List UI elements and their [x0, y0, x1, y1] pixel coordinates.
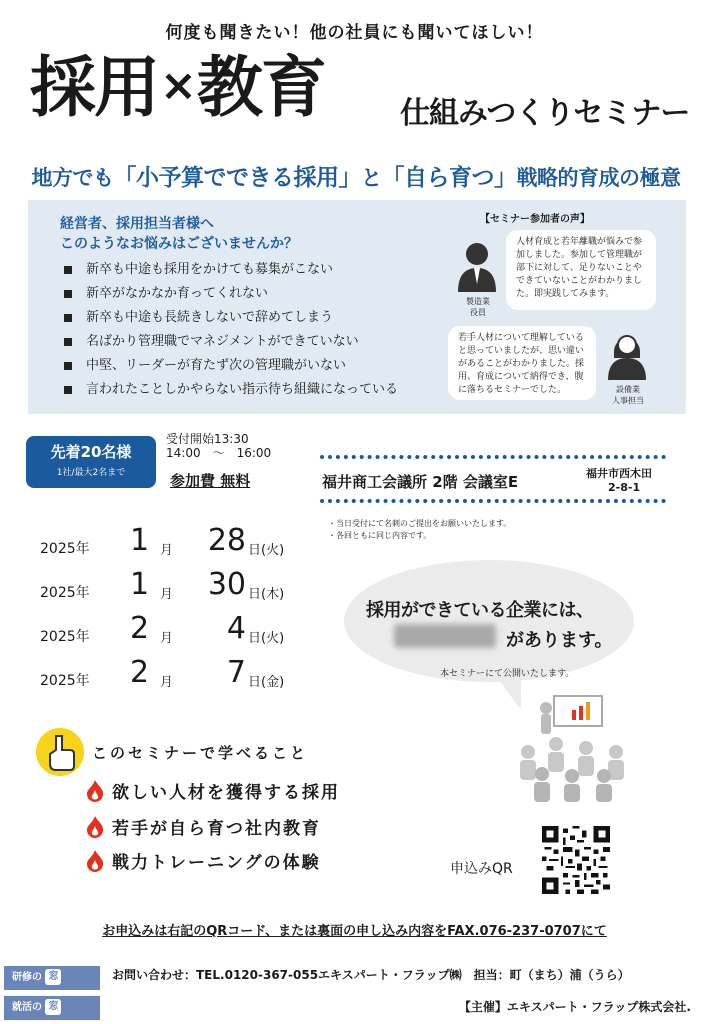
date-month-label: 月: [160, 587, 174, 602]
title-main: [30, 46, 325, 128]
worry-heading-line2: このようなお悩みはございませんか？: [60, 236, 298, 252]
apply-instructions: お申込みは右記のQRコード、または裏面の申し込み内容をFAX.076-237-0707にて: [102, 924, 607, 939]
date-day-label: 日(金): [248, 675, 285, 690]
list-item: [64, 282, 398, 306]
list-item: [86, 814, 321, 839]
date-day: 28: [207, 523, 246, 558]
flame-icon: [86, 850, 104, 872]
contact-info: お問い合わせ：TEL.0120-367-055エキスパート・フラップ㈱ 担当：町（まち）浦（うら）: [112, 968, 630, 982]
voice2-role-industry: 設備業: [616, 385, 640, 394]
bullet-square-icon: [64, 266, 72, 274]
title-word-recruit: 採用: [30, 49, 158, 126]
date-day-label: 日(火): [248, 631, 285, 646]
reception-start: 受付開始13:30: [166, 432, 249, 446]
list-item: [64, 306, 398, 330]
worry-text: 新卒がなかなか育ってくれない: [86, 286, 269, 301]
voices-label: 【セミナー参加者の声】: [480, 214, 590, 225]
venue-name: 福井商工会議所 2階 会議室E: [322, 473, 519, 491]
logo-training-window: [4, 966, 100, 990]
logo2-mark: 窓: [45, 999, 61, 1015]
learn-text: 戦力トレーニングの体験: [112, 853, 321, 873]
notes: [328, 518, 511, 542]
flame-icon: [86, 816, 104, 838]
tagline: 何度も聞きたい！他の社員にも聞いてほしい！: [165, 23, 544, 43]
list-item: [64, 378, 398, 402]
female-person-icon: [604, 328, 650, 380]
voice2-role: [598, 384, 658, 406]
bullet-square-icon: [64, 386, 72, 394]
worry-text: 名ばかり管理職でマネジメントができていない: [86, 334, 359, 349]
speech-bubble: [344, 560, 634, 682]
capacity-sub: 1社/最大2名まで: [56, 468, 126, 478]
date-day-label: 日(木): [248, 587, 285, 602]
seminar-presentation-illustration: [516, 694, 640, 804]
bullet-square-icon: [64, 290, 72, 298]
note-line: ・当日受付にて名刺のご提出をお願いいたします。: [328, 519, 512, 528]
worry-text: 新卒も中途も長続きしないで辞めてしまう: [86, 310, 334, 325]
learn-heading: このセミナーで学べること: [92, 744, 309, 762]
fee-label: 参加費 無料: [170, 472, 251, 490]
worry-list: [64, 258, 398, 402]
list-item: [64, 258, 398, 282]
qr-label: 申込みQR: [450, 861, 513, 877]
logo-jobhunt-window: [4, 996, 100, 1020]
subtitle: [26, 158, 686, 198]
worry-heading-line1: 経営者、採用担当者様へ: [60, 216, 214, 232]
worry-heading: [60, 214, 298, 254]
list-item: [64, 330, 398, 354]
date-year: 2025年: [40, 585, 90, 601]
subtitle-pre: 地方でも: [31, 166, 114, 190]
title-cross: ×: [160, 60, 195, 111]
learn-text: 若手が自ら育つ社内教育: [112, 819, 321, 839]
voice2-role-title: 人事担当: [612, 396, 644, 405]
list-item: [64, 354, 398, 378]
worry-panel: [28, 200, 686, 414]
title-word-education: 教育: [196, 49, 325, 126]
date-row: [40, 652, 320, 696]
speech-line2: があります。: [506, 630, 613, 651]
note-line: ・各回ともに同じ内容です。: [328, 531, 432, 540]
flame-icon: [86, 780, 104, 802]
speech-note: 本セミナーにて公開いたします。: [440, 669, 575, 679]
date-month: 2: [130, 655, 150, 690]
voice1-role: [452, 296, 504, 318]
subtitle-mid: と: [361, 166, 382, 190]
date-month-label: 月: [160, 543, 174, 558]
worry-text: 中堅、リーダーが育たず次の管理職がいない: [86, 358, 347, 373]
venue-address-line1: 福井市西木田: [586, 467, 652, 480]
learn-text: 欲しい人材を獲得する採用: [112, 783, 340, 803]
organizer: 【主催】エキスパート・フラップ株式会社.: [458, 1000, 691, 1014]
venue-address-line2: 2-8-1: [608, 481, 641, 494]
voice1-role-title: 役員: [470, 308, 486, 317]
date-month: 1: [130, 567, 150, 602]
male-person-icon: [454, 240, 500, 292]
voice2-bubble: 若手人材について理解していると思っていましたが、思い違いがあることがわかりました。採用、育成について納得でき、腹に落ちるセミナーでした。: [448, 326, 596, 400]
list-item: [86, 778, 340, 803]
subtitle-post: 戦略的育成の極意: [516, 166, 681, 190]
worry-text: 新卒も中途も採用をかけても募集がこない: [86, 262, 334, 277]
logo2-text: 就活の: [12, 1002, 42, 1013]
date-row: [40, 608, 320, 652]
qr-code-icon[interactable]: [542, 826, 610, 894]
capacity-badge: [26, 436, 156, 488]
voice1-bubble: 人材育成と若年離職が悩みで参加しました。参加して管理職が部下に対して、足りないことやできていないことがわかりました。即実践してみます。: [506, 230, 656, 310]
logo1-text: 研修の: [12, 972, 42, 983]
date-row: [40, 520, 320, 564]
session-time: 14:00 ～ 16:00: [166, 446, 272, 460]
date-day-label: 日(火): [248, 543, 285, 558]
date-year: 2025年: [40, 673, 90, 689]
worry-text: 言われたことしかやらない指示待ち組織になっている: [86, 382, 399, 397]
pointing-hand-icon: [36, 728, 84, 776]
list-item: [86, 848, 321, 873]
blurred-secret-text: [394, 624, 496, 648]
subtitle-highlight-2: 「自ら育つ」: [381, 165, 517, 191]
date-day: 7: [226, 655, 246, 690]
bullet-square-icon: [64, 338, 72, 346]
subtitle-highlight-1: 「小予算でできる採用」: [113, 165, 361, 191]
bullet-square-icon: [64, 314, 72, 322]
venue-box: [320, 455, 666, 503]
speech-line1: 採用ができている企業には、: [366, 600, 594, 621]
date-year: 2025年: [40, 541, 90, 557]
date-day: 30: [207, 567, 246, 602]
voice1-role-industry: 製造業: [466, 297, 490, 306]
logo1-mark: 窓: [45, 969, 61, 985]
date-month-label: 月: [160, 675, 174, 690]
date-month-label: 月: [160, 631, 174, 646]
date-year: 2025年: [40, 629, 90, 645]
date-row: [40, 564, 320, 608]
title-sub: 仕組みつくりセミナー: [400, 96, 690, 131]
date-month: 2: [130, 611, 150, 646]
date-month: 1: [130, 523, 150, 558]
bullet-square-icon: [64, 362, 72, 370]
capacity-main: 先着20名様: [50, 443, 132, 461]
date-day: 4: [226, 611, 246, 646]
